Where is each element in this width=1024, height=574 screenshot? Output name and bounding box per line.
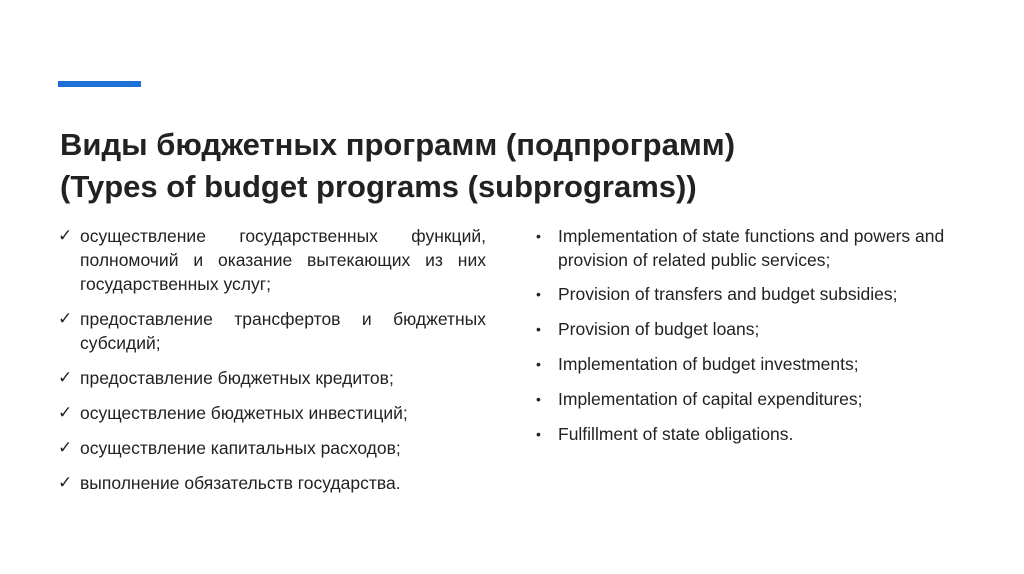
list-item-text: предоставление бюджетных кредитов;	[80, 368, 394, 388]
checkmark-icon: ✓	[58, 226, 73, 245]
list-item-text: предоставление трансфертов и бюджетных субсидий;	[80, 309, 486, 353]
bullet-icon: •	[536, 228, 541, 244]
checkmark-icon: ✓	[58, 309, 73, 328]
checkmark-icon: ✓	[58, 403, 73, 422]
title-line-russian: Виды бюджетных программ (подпрограмм)	[60, 127, 736, 162]
list-item	[58, 401, 486, 425]
bullet-icon: •	[536, 286, 541, 302]
checkmark-icon: ✓	[58, 438, 73, 457]
list-item	[534, 352, 974, 376]
list-item-text: Implementation of budget investments;	[558, 354, 859, 374]
russian-bullet-list	[58, 224, 486, 495]
english-list-column	[534, 224, 974, 457]
list-item-text: выполнение обязательств государства.	[80, 473, 401, 493]
bullet-icon: •	[536, 321, 541, 337]
list-item-text: Provision of budget loans;	[558, 319, 760, 339]
list-item	[58, 224, 486, 296]
accent-bar	[58, 81, 141, 87]
slide-title	[60, 124, 960, 208]
list-item-text: Provision of transfers and budget subsidies;	[558, 284, 898, 304]
bullet-icon: •	[536, 356, 541, 372]
list-item-text: осуществление капитальных расходов;	[80, 438, 401, 458]
list-item	[534, 282, 974, 306]
list-item-text: осуществление бюджетных инвестиций;	[80, 403, 408, 423]
bullet-icon: •	[536, 391, 541, 407]
list-item	[58, 471, 486, 495]
list-item	[534, 387, 974, 411]
list-item-text: Implementation of state functions and powers and provision of related public services;	[558, 226, 945, 270]
list-item-text: осуществление государственных функций, полномочий и оказание вытекающих из них государственных услуг;	[80, 226, 486, 294]
bullet-icon: •	[536, 426, 541, 442]
list-item	[58, 436, 486, 460]
checkmark-icon: ✓	[58, 368, 73, 387]
list-item-text: Implementation of capital expenditures;	[558, 389, 863, 409]
list-item	[58, 366, 486, 390]
list-item	[534, 422, 974, 446]
list-item	[534, 317, 974, 341]
list-item	[534, 224, 974, 272]
title-line-english: (Types of budget programs (subprograms))	[60, 169, 697, 204]
russian-list-column	[58, 224, 486, 506]
list-item	[58, 307, 486, 355]
checkmark-icon: ✓	[58, 473, 73, 492]
list-item-text: Fulfillment of state obligations.	[558, 424, 794, 444]
english-bullet-list	[534, 224, 974, 446]
